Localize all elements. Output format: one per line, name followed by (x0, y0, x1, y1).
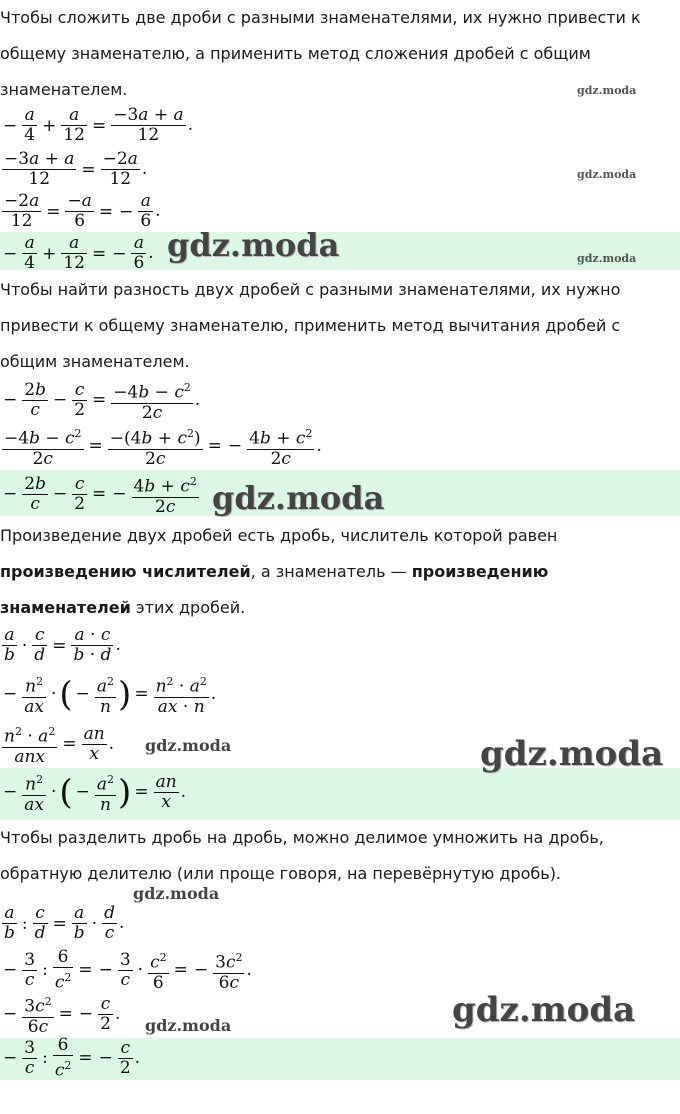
watermark-large: gdz.moda (452, 990, 636, 1030)
rule-addition-text: Чтобы сложить две дроби с разными знаменателями, их нужно привести к общему знаменателю, а применить метод сложения дробей с общим знаменателем. (0, 8, 641, 99)
formula-add-2: $\frac{-3a + a}{12}$ = $\frac{-2a}{12}$ . (4, 149, 148, 189)
formula-mul-1: $\frac{a}{b}$ · $\frac{c}{d}$ = $\frac{a \cdot c}{b \cdot d}$ . (4, 625, 121, 665)
formula-mul-2: − $\frac{n^2}{ax}$ ·( − $\frac{a^2}{n}$ ) = $\frac{n^2 \cdot a^2}{ax \cdot n}$ . (3, 674, 217, 717)
watermark-medium: gdz.moda (145, 1016, 232, 1035)
formula-mul-answer: − $\frac{n^2}{ax}$ ·( − $\frac{a^2}{n}$ ) = $\frac{an}{x}$ . (3, 771, 187, 815)
formula-div-1: $\frac{a}{b}$ : $\frac{c}{d}$ = $\frac{a}{b}$ · $\frac{d}{c}$ . (4, 903, 125, 943)
watermark-large: gdz.moda (480, 734, 664, 774)
rule-multiplication-text: Произведение двух дробей есть дробь, числитель которой равен произведению числителей, а знаменатель — произведению знаменателей этих дробей. (0, 526, 558, 617)
formula-sub-answer: − $\frac{2b}{c}$ − $\frac{c}{2}$ = − $\frac{4b + c^2}{2c}$ (3, 473, 197, 517)
formula-add-3: $\frac{-2a}{12}$ = $\frac{-a}{6}$ = − $\frac{a}{6}$ . (4, 191, 161, 231)
bold-term: произведению числителей (0, 562, 251, 581)
formula-mul-3: $\frac{n^2 \cdot a^2}{\text{anx}}$ = $\frac{an}{x}$ . (4, 723, 115, 767)
formula-add-answer: − $\frac{a}{4}$ + $\frac{a}{12}$ = − $\frac{a}{6}$ . (3, 233, 154, 273)
formula-div-2: − $\frac{3}{c}$ : $\frac{6}{c^2}$ = − $\frac{3}{c}$ · $\frac{c^2}{6}$ = − $\frac{3c^2}{6c}$ . (3, 947, 252, 993)
formula-add-1: − $\frac{a}{4}$ + $\frac{a}{12}$ = $\frac{-3a + a}{12}$ . (3, 105, 194, 145)
watermark-medium: gdz.moda (145, 736, 232, 755)
rule-subtraction-text: Чтобы найти разность двух дробей с разными знаменателями, их нужно привести к общему знаменателю, применить метод вычитания дробей с общим знаменателем. (0, 280, 621, 371)
watermark-large: gdz.moda (167, 226, 340, 264)
formula-sub-1: − $\frac{2b}{c}$ − $\frac{c}{2}$ = $\frac{-4b - c^2}{2c}$ . (3, 379, 201, 423)
bold-term: произведению знаменателей (0, 562, 549, 617)
rule-division-text: Чтобы разделить дробь на дробь, можно делимое умножить на дробь, обратную делителю (или проще говоря, на перевёрнутую дробь). (0, 828, 604, 883)
formula-div-3: − $\frac{3c^2}{6c}$ = − $\frac{c}{2}$ . (3, 993, 121, 1037)
watermark-small: gdz.moda (577, 84, 637, 97)
watermark-small: gdz.moda (577, 252, 637, 265)
watermark-small: gdz.moda (577, 168, 637, 181)
watermark-medium: gdz.moda (133, 884, 220, 903)
watermark-large: gdz.moda (212, 479, 385, 517)
formula-div-answer: − $\frac{3}{c}$ : $\frac{6}{c^2}$ = − $\frac{c}{2}$ . (3, 1035, 141, 1081)
formula-sub-2: $\frac{-4b - c^2}{2c}$ = $\frac{-(4b + c^2)}{2c}$ = − $\frac{4b + c^2}{2c}$ . (4, 427, 322, 469)
